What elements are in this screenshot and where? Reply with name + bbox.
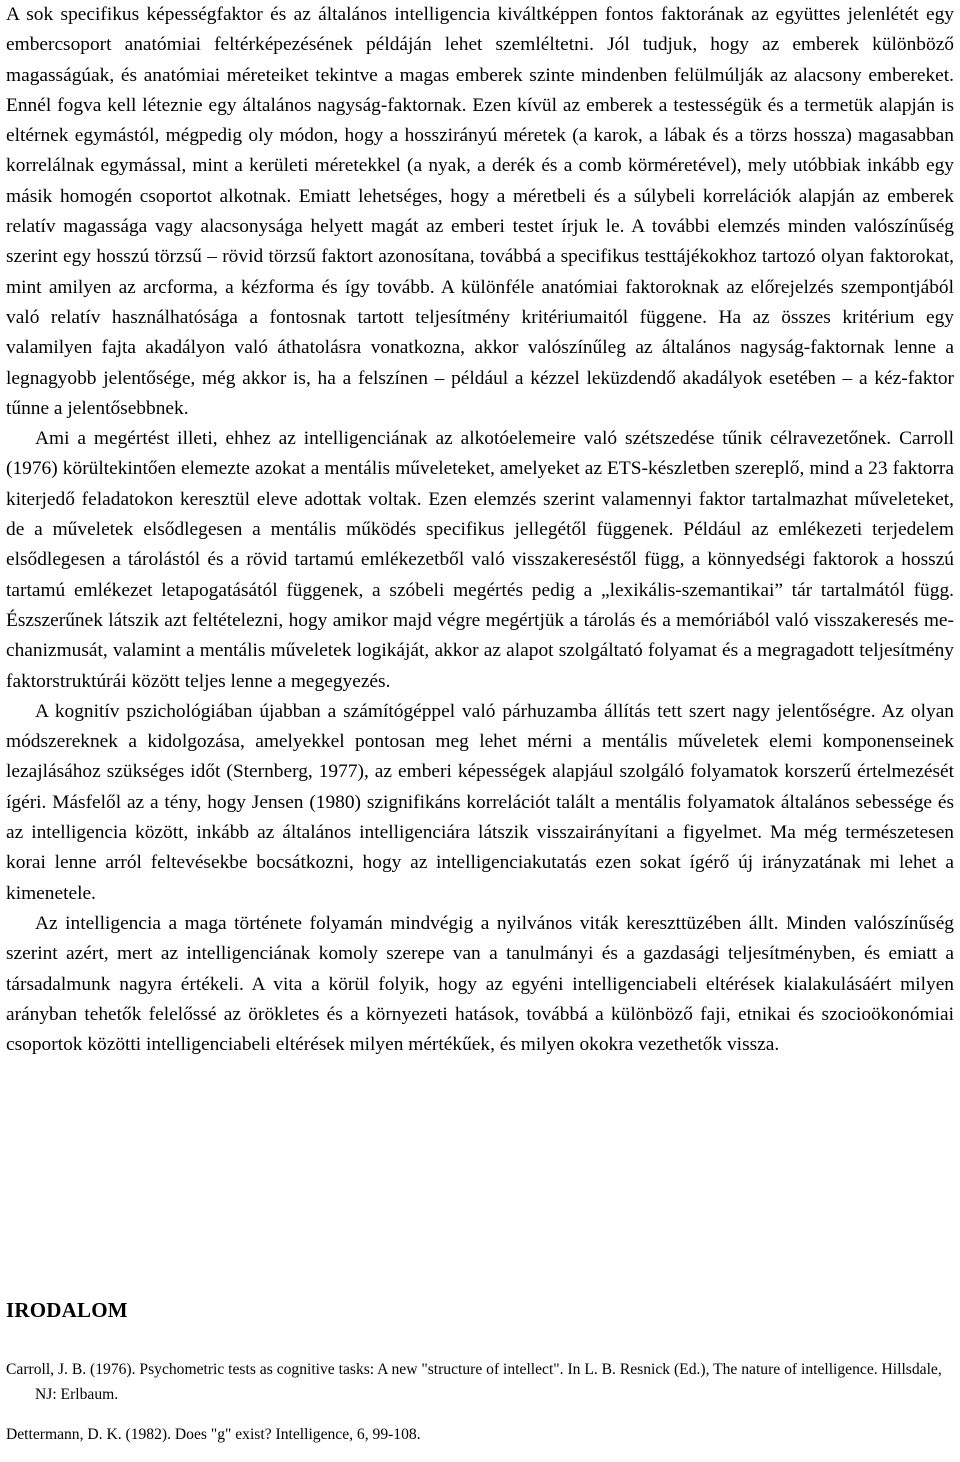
references-heading: IRODALOM — [6, 1298, 128, 1322]
body-text — [6, 0, 954, 1060]
reference-list — [6, 1357, 956, 1462]
document-page — [6, 0, 954, 1443]
reference-item: Dettermann, D. K. (1982). Does "g" exist? Intelligence, 6, 99-108. — [6, 1426, 421, 1443]
paragraph-4: Az intelligencia a maga története folyamán mindvégig a nyilvános viták kereszttüzében állt. Minden valószínűség szerint azért, mert az intelligenciának komoly szerepe van a tanulmányi és a gazdasági teljesítményben, és emiatt a társadalmunk nagyra értékeli. A vita a körül folyik, hogy az egyéni intelligenciabeli eltérések kialakulásáért milyen arányban tehetők felelőssé az örökletes és a környezeti hatások, továbbá a különböző faji, etnikai és szocioökonómiai csoportok közötti intelligenciabeli eltérések milyen mértékűek, és milyen okokra vezethetők vissza. — [6, 912, 954, 1056]
paragraph-1: A sok specifikus képességfaktor és az általános intelligencia kiváltképpen fontos faktorának az együttes jelenlétét egy embercsoport anatómiai feltérképezésének példáján lehet szemléltetni. Jól tudjuk, hogy az emberek különböző magasságúak, és anatómiai méreteiket tekintve a magas emberek szinte mindenben felülmúlják az alacsony embereket. Ennél fogva kell léteznie egy általános nagyság-faktornak. Ezen kívül az emberek a testességük és a termetük alapján is eltérnek egymástól, mégpedig oly módon, hogy a hosszirányú méretek (a karok, a lábak és a törzs hossza) magasabban korrelálnak egymással, mint a kerületi méretekkel (a nyak, a derék és a comb körméretével), mely utóbbiak inkább egy másik homogén csoportot alkotnak. Emiatt lehetséges, hogy a méretbeli és a súlybeli korrelációk alapján az emberek relatív magassága vagy alacsonysága helyett magát az emberi testet írjuk le. A további elemzés minden valószínűség szerint egy hosszú törzsű – rövid törzsű faktort azonosítana, továbbá a specifikus testtájékokhoz tartozó olyan faktorokat, mint amilyen az arcforma, a kézforma és így tovább. A különféle anatómiai faktoroknak az előrejelzés szempontjából való relatív használhatósága a fontosnak tartott teljesítmény kritériumaitól függene. Ha az összes kritérium egy valamilyen fajta akadályon való áthatolásra vonatkozna, akkor valószínűleg az általános nagyság-faktornak lenne a legnagyobb jelentősége, még akkor is, ha a felszínen – például a kézzel leküzdendő akadályok esetében – a kéz-faktor tűnne a jelentősebbnek. — [6, 4, 954, 419]
paragraph-3: A kognitív pszichológiában újabban a számítógéppel való párhuzamba állítás tett szert nagy jelentőségre. Az olyan módszereknek a kidolgozása, amelyekkel pontosan meg lehet mérni a mentális műveletek elemi komponenseinek lezajlásához szükséges időt (Sternberg, 1977), az emberi képességek alapjául szolgáló folyamatok korszerű értelmezését ígéri. Másfelől az a tény, hogy Jensen (1980) szignifikáns korrelációt talált a mentális folyamatok általános sebessége és az intelligencia között, inkább az általános intelligenciára látszik visszairányítani a figyelmet. Ma még természetesen korai lenne arról feltevésekbe bocsátkozni, hogy az intelligenciakutatás ezen sokat ígérő új irányzatának mi lehet a kimenetele. — [6, 700, 954, 904]
reference-item: Carroll, J. B. (1976). Psychometric tests as cognitive tasks: A new "structure of intellect". In L. B. Resnick (Ed.), The nature of intelligence. Hillsdale, NJ: Erlbaum. — [6, 1361, 942, 1403]
paragraph-2: Ami a megértést illeti, ehhez az intelligenciának az alkotóelemeire való szétszedése tűnik célravezetőnek. Carroll (1976) körültekintően elemezte azokat a mentális műveleteket, amelyeket az ETS-készletben szereplő, mind a 23 faktorra kiterjedő feladatokon keresztül eleve adottak voltak. Ezen elemzés szerint valamennyi faktor tartalmazhat műveleteket, de a műveletek elsődlegesen a mentális működés specifikus jellegétől függenek. Például az emlékezeti terjedelem elsődlegesen a tárolástól és a rövid tartamú emlékezetből való visszakereséstől függ, a könnyedségi faktorok a hosszú tartamú emlékezet letapogatásától függenek, a szóbeli megértés pedig a „lexikális-szemantikai” tár tartalmától függ. Észszerűnek látszik azt feltételezni, hogy amikor majd végre megértjük a tárolás és a memóriából való visszakeresés mechanizmusát, valamint a mentális műveletek logikáját, akkor az alapot szolgáltató folyamat és a megragadott teljesítmény faktorstruktúrái között teljes lenne a megegyezés. — [6, 428, 954, 692]
